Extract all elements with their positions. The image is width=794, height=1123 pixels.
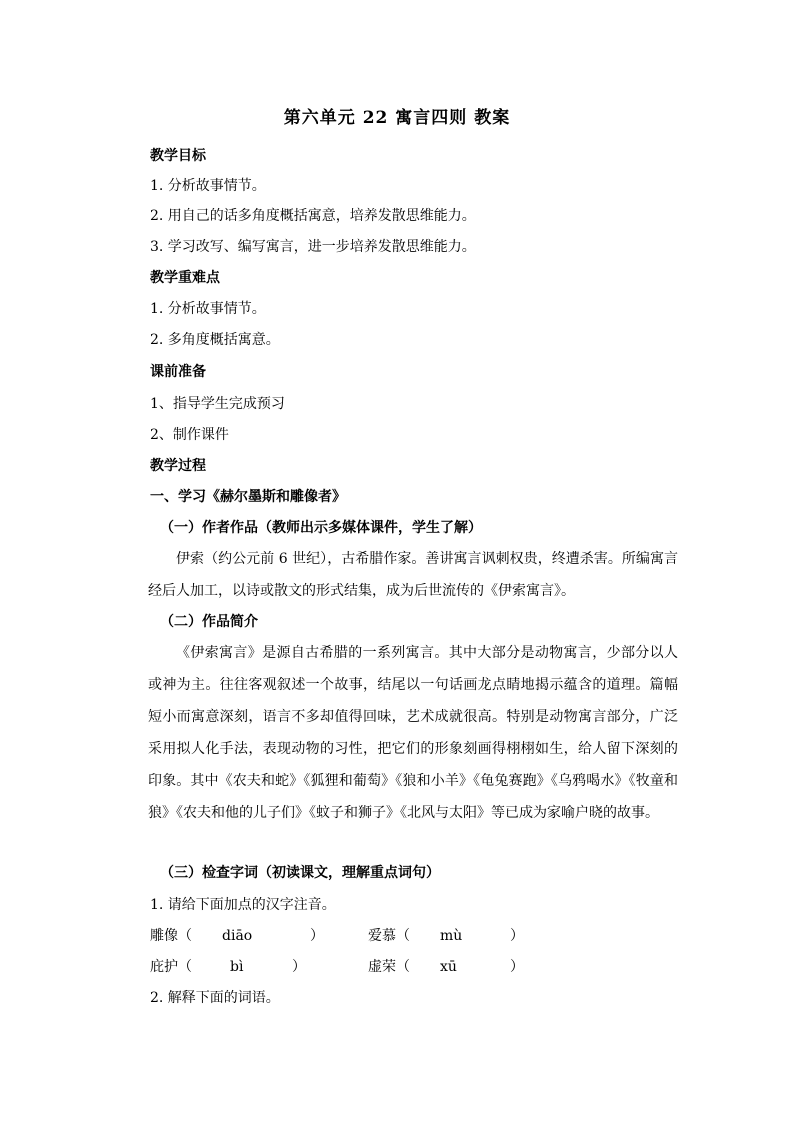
goals-heading: 教学目标: [150, 148, 206, 164]
author-paragraph: 伊索（约公元前 6 世纪），古希腊作家。善讲寓言讽刺权贵，终遭杀害。所编寓言经后人加工，以诗或散文的形式结集，成为后世流传的《伊索寓言》。: [148, 551, 678, 599]
pinyin-answer: mù: [440, 928, 463, 944]
pinyin-word: 爱慕（: [368, 928, 410, 944]
subsection-vocab-heading: （三）检查字词（初读课文，理解重点词句）: [160, 865, 440, 881]
question-2: 2. 解释下面的词语。: [150, 990, 280, 1006]
preparation-item-2: 2、制作课件: [150, 427, 229, 443]
pinyin-row-2: [150, 957, 650, 977]
pinyin-close: ）: [510, 928, 524, 944]
page-title: 第六单元 22 寓言四则 教案: [283, 108, 511, 128]
goal-item-1: 1. 分析故事情节。: [150, 178, 266, 194]
pinyin-word: 虚荣（: [368, 959, 410, 975]
pinyin-close: ）: [292, 959, 306, 975]
preparation-item-1: 1、指导学生完成预习: [150, 396, 285, 412]
key-points-heading: 教学重难点: [150, 270, 220, 286]
goal-item-2: 2. 用自己的话多角度概括寓意，培养发散思维能力。: [150, 208, 476, 224]
pinyin-close: ）: [510, 959, 524, 975]
subsection-author-heading: （一）作者作品（教师出示多媒体课件，学生了解）: [160, 520, 482, 536]
preparation-heading: 课前准备: [150, 364, 206, 380]
pinyin-row-1: [150, 926, 650, 946]
subsection-intro-heading: （二）作品简介: [160, 614, 258, 630]
section-1-heading: 一、学习《赫尔墨斯和雕像者》: [150, 489, 346, 505]
pinyin-close: ）: [310, 928, 324, 944]
process-heading: 教学过程: [150, 458, 206, 474]
pinyin-answer: bì: [230, 959, 244, 975]
pinyin-word: 庇护（: [150, 959, 192, 975]
intro-paragraph: 《伊索寓言》是源自古希腊的一系列寓言。其中大部分是动物寓言，少部分以人或神为主。往往客观叙述一个故事，结尾以一句话画龙点睛地揭示蕴含的道理。篇幅短小而寓意深刻，语言不多却值得回味，艺术成就很高。特别是动物寓言部分，广泛采用拟人化手法，表现动物的习性，把它们的形象刻画得栩栩如生，给人留下深刻的印象。其中《农夫和蛇》《狐狸和葡萄》《狼和小羊》《龟兔赛跑》《乌鸦喝水》《牧童和狼》《农夫和他的儿子们》《蚊子和狮子》《北风与太阳》等已成为家喻户晓的故事。: [148, 645, 678, 821]
question-1: 1. 请给下面加点的汉字注音。: [150, 897, 336, 913]
pinyin-answer: xū: [440, 959, 457, 975]
pinyin-answer: diāo: [222, 928, 253, 944]
key-point-item-2: 2. 多角度概括寓意。: [150, 332, 280, 348]
pinyin-word: 雕像（: [150, 928, 192, 944]
key-point-item-1: 1. 分析故事情节。: [150, 301, 266, 317]
goal-item-3: 3. 学习改写、编写寓言，进一步培养发散思维能力。: [150, 239, 476, 255]
